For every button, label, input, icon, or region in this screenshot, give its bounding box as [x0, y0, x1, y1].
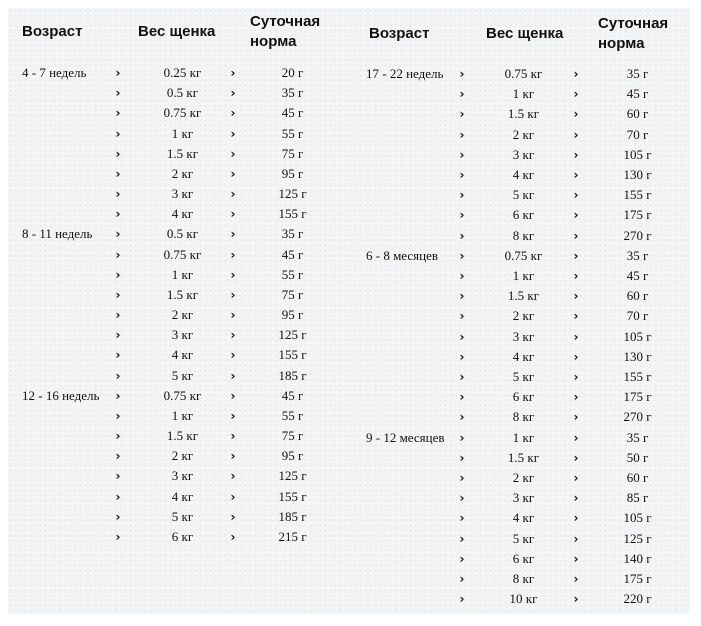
table-row: [0, 407, 701, 427]
age-cell: [366, 125, 466, 145]
arrow-icon: ›: [230, 287, 236, 302]
arrow-icon: ›: [573, 228, 579, 243]
norm-cell: 85 г: [626, 490, 649, 506]
arrow-icon: ›: [459, 531, 465, 546]
header-norm-right: [598, 14, 668, 54]
arrow-icon: ›: [115, 469, 121, 484]
age-cell: 8 - 11 недель: [22, 226, 93, 242]
age-cell: [366, 266, 466, 286]
norm-cell: 155 г: [278, 206, 307, 222]
table-row: [0, 488, 701, 508]
arrow-icon: ›: [459, 491, 465, 506]
norm-cell: 75 г: [281, 145, 304, 161]
norm-cell: 70 г: [626, 308, 649, 324]
norm-cell: 95 г: [281, 448, 304, 464]
weight-cell: 0.75 кг: [504, 66, 543, 81]
weight-cell: 5 кг: [171, 508, 194, 524]
weight-cell: 6 кг: [171, 528, 194, 544]
norm-cell: 35 г: [626, 66, 649, 81]
arrow-icon: ›: [573, 87, 579, 102]
weight-cell: 0.75 кг: [504, 247, 543, 263]
weight-cell: 0.75 кг: [163, 105, 202, 121]
norm-cell: 185 г: [278, 367, 307, 383]
arrow-icon: ›: [230, 207, 236, 222]
weight-cell: 2 кг: [171, 448, 194, 464]
arrow-icon: ›: [459, 370, 465, 384]
header-age-right: Возраст: [369, 25, 430, 42]
norm-cell: 105 г: [623, 146, 652, 162]
age-cell: [366, 448, 466, 468]
norm-cell: 35 г: [626, 247, 649, 263]
norm-cell: 140 г: [623, 550, 652, 566]
arrow-icon: ›: [573, 390, 579, 405]
table-row: [0, 347, 701, 367]
norm-cell: 95 г: [281, 307, 304, 323]
weight-cell: 0.25 кг: [163, 65, 202, 80]
table-row: [0, 569, 701, 589]
weight-cell: 4 кг: [171, 206, 194, 222]
table-row: [0, 468, 701, 488]
arrow-icon: ›: [230, 388, 236, 403]
arrow-icon: ›: [459, 269, 465, 283]
age-cell: [366, 367, 466, 387]
weight-cell: 10 кг: [509, 591, 538, 607]
arrow-icon: ›: [230, 126, 236, 141]
norm-cell: 125 г: [278, 327, 307, 343]
weight-cell: 2 кг: [512, 470, 535, 485]
arrow-icon: ›: [230, 429, 236, 444]
table-row: [0, 589, 701, 609]
arrow-icon: ›: [230, 227, 236, 242]
arrow-icon: ›: [573, 592, 579, 607]
table-row: [0, 266, 701, 286]
header-weight-right: Вес щенка: [486, 25, 564, 42]
norm-cell: 75 г: [281, 428, 304, 444]
arrow-icon: ›: [459, 430, 465, 445]
norm-cell: 125 г: [278, 186, 307, 202]
arrow-icon: ›: [459, 329, 465, 344]
norm-cell: 45 г: [281, 387, 304, 403]
norm-cell: 155 г: [623, 369, 652, 384]
table-row: [0, 448, 701, 468]
arrow-icon: ›: [115, 166, 121, 181]
table-row: [0, 306, 701, 326]
arrow-icon: ›: [115, 529, 121, 544]
age-cell: [366, 145, 466, 165]
weight-cell: 1 кг: [171, 266, 194, 282]
arrow-icon: ›: [573, 269, 579, 283]
arrow-icon: ›: [573, 107, 579, 122]
arrow-icon: ›: [459, 572, 465, 586]
norm-cell: 70 г: [626, 126, 649, 142]
arrow-icon: ›: [573, 309, 579, 324]
norm-cell: 75 г: [281, 286, 304, 302]
weight-cell: 1 кг: [171, 407, 194, 423]
arrow-icon: ›: [230, 66, 236, 80]
table-row: [0, 205, 701, 225]
table-row: [0, 84, 701, 104]
weight-cell: 2 кг: [512, 308, 535, 324]
weight-cell: 1 кг: [512, 86, 535, 102]
age-cell: [366, 569, 466, 589]
arrow-icon: ›: [573, 531, 579, 546]
arrow-icon: ›: [459, 471, 465, 485]
arrow-icon: ›: [115, 227, 121, 242]
norm-cell: 60 г: [626, 470, 649, 485]
arrow-icon: ›: [573, 329, 579, 344]
age-cell: 4 - 7 недель: [22, 65, 87, 80]
age-cell: [366, 387, 466, 407]
arrow-icon: ›: [115, 509, 121, 524]
weight-cell: 5 кг: [512, 187, 535, 203]
age-cell: [366, 165, 466, 185]
weight-cell: 3 кг: [171, 468, 194, 484]
weight-cell: 0.5 кг: [166, 85, 199, 101]
arrow-icon: ›: [459, 349, 465, 364]
arrow-icon: ›: [459, 390, 465, 405]
arrow-icon: ›: [573, 208, 579, 223]
weight-cell: 1.5 кг: [507, 106, 540, 122]
age-cell: [366, 104, 466, 124]
arrow-icon: ›: [573, 551, 579, 566]
norm-cell: 60 г: [626, 288, 649, 304]
norm-cell: 270 г: [623, 227, 652, 243]
weight-cell: 0.5 кг: [166, 226, 199, 242]
weight-cell: 3 кг: [171, 186, 194, 202]
weight-cell: 1.5 кг: [166, 286, 199, 302]
arrow-icon: ›: [573, 450, 579, 465]
arrow-icon: ›: [573, 410, 579, 425]
arrow-icon: ›: [230, 529, 236, 544]
arrow-icon: ›: [230, 509, 236, 524]
weight-cell: 4 кг: [171, 347, 194, 363]
arrow-icon: ›: [459, 248, 465, 263]
norm-cell: 185 г: [278, 508, 307, 524]
norm-cell: 130 г: [623, 167, 652, 182]
arrow-icon: ›: [230, 489, 236, 504]
arrow-icon: ›: [230, 146, 236, 161]
arrow-icon: ›: [115, 86, 121, 101]
age-cell: [366, 327, 466, 347]
arrow-icon: ›: [230, 187, 236, 202]
arrow-icon: ›: [459, 309, 465, 324]
arrow-icon: ›: [115, 408, 121, 423]
arrow-icon: ›: [573, 248, 579, 263]
arrow-icon: ›: [459, 228, 465, 243]
norm-cell: 125 г: [623, 530, 652, 546]
arrow-icon: ›: [115, 388, 121, 403]
arrow-icon: ›: [459, 127, 465, 142]
arrow-icon: ›: [573, 491, 579, 506]
arrow-icon: ›: [115, 348, 121, 363]
norm-cell: 105 г: [623, 328, 652, 344]
arrow-icon: ›: [230, 247, 236, 262]
age-cell: 17 - 22 недель: [366, 66, 444, 81]
age-cell: 12 - 16 недель: [22, 387, 100, 403]
arrow-icon: ›: [115, 287, 121, 302]
norm-cell: 155 г: [278, 488, 307, 504]
table-row: [0, 327, 701, 347]
table-row: [0, 508, 701, 528]
arrow-icon: ›: [459, 188, 465, 203]
weight-cell: 8 кг: [512, 227, 535, 243]
norm-cell: 35 г: [281, 85, 304, 101]
table-row: [0, 428, 701, 448]
arrow-icon: ›: [115, 308, 121, 323]
arrow-icon: ›: [573, 168, 579, 182]
age-cell: 9 - 12 месяцев: [366, 429, 445, 445]
weight-cell: 1 кг: [171, 125, 194, 141]
arrow-icon: ›: [459, 107, 465, 122]
arrow-icon: ›: [573, 188, 579, 203]
arrow-icon: ›: [115, 267, 121, 282]
norm-cell: 95 г: [281, 165, 304, 181]
arrow-icon: ›: [573, 127, 579, 142]
norm-cell: 45 г: [281, 246, 304, 262]
norm-cell: 55 г: [281, 407, 304, 423]
table-row: [0, 64, 701, 84]
norm-cell: 20 г: [281, 65, 304, 80]
arrow-icon: ›: [115, 187, 121, 202]
arrow-icon: ›: [230, 408, 236, 423]
arrow-icon: ›: [115, 146, 121, 161]
weight-cell: 5 кг: [512, 369, 535, 384]
age-cell: [366, 468, 466, 488]
weight-cell: 8 кг: [512, 571, 535, 586]
arrow-icon: ›: [230, 469, 236, 484]
arrow-icon: ›: [115, 247, 121, 262]
age-cell: [366, 589, 466, 609]
weight-cell: 2 кг: [171, 307, 194, 323]
weight-cell: 3 кг: [512, 146, 535, 162]
norm-cell: 35 г: [281, 226, 304, 242]
age-cell: [366, 286, 466, 306]
arrow-icon: ›: [230, 368, 236, 383]
arrow-icon: ›: [230, 166, 236, 181]
arrow-icon: ›: [573, 430, 579, 445]
arrow-icon: ›: [573, 572, 579, 586]
arrow-icon: ›: [115, 66, 121, 80]
weight-cell: 1 кг: [512, 268, 535, 283]
table-row: [0, 104, 701, 124]
norm-cell: 45 г: [626, 86, 649, 102]
age-cell: [366, 549, 466, 569]
header-norm-right-line1: Суточная: [598, 15, 669, 32]
norm-cell: 105 г: [623, 510, 652, 526]
arrow-icon: ›: [459, 87, 465, 102]
arrow-icon: ›: [573, 67, 579, 81]
arrow-icon: ›: [459, 592, 465, 607]
arrow-icon: ›: [115, 449, 121, 464]
arrow-icon: ›: [230, 106, 236, 121]
header-norm-left: [250, 12, 320, 52]
arrow-icon: ›: [230, 308, 236, 323]
table-row: [0, 387, 701, 407]
weight-cell: 2 кг: [512, 126, 535, 142]
norm-cell: 55 г: [281, 125, 304, 141]
table-row: [0, 125, 701, 145]
arrow-icon: ›: [573, 511, 579, 526]
weight-cell: 0.75 кг: [163, 246, 202, 262]
norm-cell: 155 г: [623, 187, 652, 203]
age-cell: [366, 226, 466, 246]
arrow-icon: ›: [459, 168, 465, 182]
table-row: [0, 185, 701, 205]
arrow-icon: ›: [459, 410, 465, 425]
table-row: [0, 246, 701, 266]
age-cell: [366, 84, 466, 104]
arrow-icon: ›: [459, 147, 465, 162]
weight-cell: 1.5 кг: [166, 145, 199, 161]
arrow-icon: ›: [115, 429, 121, 444]
arrow-icon: ›: [573, 289, 579, 304]
arrow-icon: ›: [573, 370, 579, 384]
weight-cell: 6 кг: [512, 207, 535, 223]
age-cell: [366, 407, 466, 427]
weight-cell: 1.5 кг: [507, 288, 540, 304]
header-norm-left-line1: Суточная: [250, 13, 321, 30]
weight-cell: 4 кг: [512, 348, 535, 364]
arrow-icon: ›: [230, 449, 236, 464]
arrow-icon: ›: [459, 450, 465, 465]
arrow-icon: ›: [459, 289, 465, 304]
weight-cell: 3 кг: [171, 327, 194, 343]
weight-cell: 6 кг: [512, 389, 535, 405]
arrow-icon: ›: [459, 208, 465, 223]
norm-cell: 175 г: [623, 571, 652, 586]
norm-cell: 60 г: [626, 106, 649, 122]
norm-cell: 155 г: [278, 347, 307, 363]
weight-cell: 3 кг: [512, 490, 535, 506]
weight-cell: 1 кг: [512, 429, 535, 445]
arrow-icon: ›: [459, 67, 465, 81]
arrow-icon: ›: [573, 471, 579, 485]
arrow-icon: ›: [115, 368, 121, 383]
arrow-icon: ›: [230, 348, 236, 363]
weight-cell: 0.75 кг: [163, 387, 202, 403]
norm-cell: 55 г: [281, 266, 304, 282]
norm-cell: 220 г: [623, 591, 652, 607]
table-row: [0, 367, 701, 387]
weight-cell: 4 кг: [512, 510, 535, 526]
header-norm-left-line2: норма: [250, 33, 297, 50]
norm-cell: 125 г: [278, 468, 307, 484]
norm-cell: 50 г: [626, 449, 649, 465]
weight-cell: 4 кг: [512, 167, 535, 182]
arrow-icon: ›: [115, 328, 121, 343]
age-cell: [366, 488, 466, 508]
table-row: [0, 286, 701, 306]
norm-cell: 45 г: [281, 105, 304, 121]
table-row: [0, 226, 701, 246]
table-row: [0, 145, 701, 165]
norm-cell: 215 г: [278, 528, 307, 544]
age-cell: [366, 306, 466, 326]
arrow-icon: ›: [115, 126, 121, 141]
table-row: [0, 165, 701, 185]
table-row: [0, 549, 701, 569]
age-cell: [366, 205, 466, 225]
header-weight-left: Вес щенка: [138, 23, 216, 40]
arrow-icon: ›: [115, 106, 121, 121]
norm-cell: 270 г: [623, 409, 652, 425]
arrow-icon: ›: [459, 551, 465, 566]
age-cell: [366, 508, 466, 528]
norm-cell: 45 г: [626, 268, 649, 283]
weight-cell: 2 кг: [171, 165, 194, 181]
arrow-icon: ›: [115, 489, 121, 504]
arrow-icon: ›: [573, 349, 579, 364]
weight-cell: 5 кг: [171, 367, 194, 383]
weight-cell: 1.5 кг: [166, 428, 199, 444]
age-cell: [366, 347, 466, 367]
age-cell: [366, 529, 466, 549]
weight-cell: 4 кг: [171, 488, 194, 504]
arrow-icon: ›: [230, 267, 236, 282]
norm-cell: 175 г: [623, 389, 652, 405]
weight-cell: 6 кг: [512, 550, 535, 566]
norm-cell: 35 г: [626, 429, 649, 445]
arrow-icon: ›: [573, 147, 579, 162]
norm-cell: 130 г: [623, 348, 652, 364]
weight-cell: 5 кг: [512, 530, 535, 546]
header-age-left: Возраст: [22, 23, 83, 40]
age-cell: [366, 185, 466, 205]
arrow-icon: ›: [459, 511, 465, 526]
arrow-icon: ›: [230, 86, 236, 101]
arrow-icon: ›: [230, 328, 236, 343]
arrow-icon: ›: [115, 207, 121, 222]
weight-cell: 1.5 кг: [507, 449, 540, 465]
header-norm-right-line2: норма: [598, 35, 645, 52]
table-row: [0, 529, 701, 549]
weight-cell: 8 кг: [512, 409, 535, 425]
weight-cell: 3 кг: [512, 328, 535, 344]
age-cell: 6 - 8 месяцев: [366, 247, 439, 263]
norm-cell: 175 г: [623, 207, 652, 223]
